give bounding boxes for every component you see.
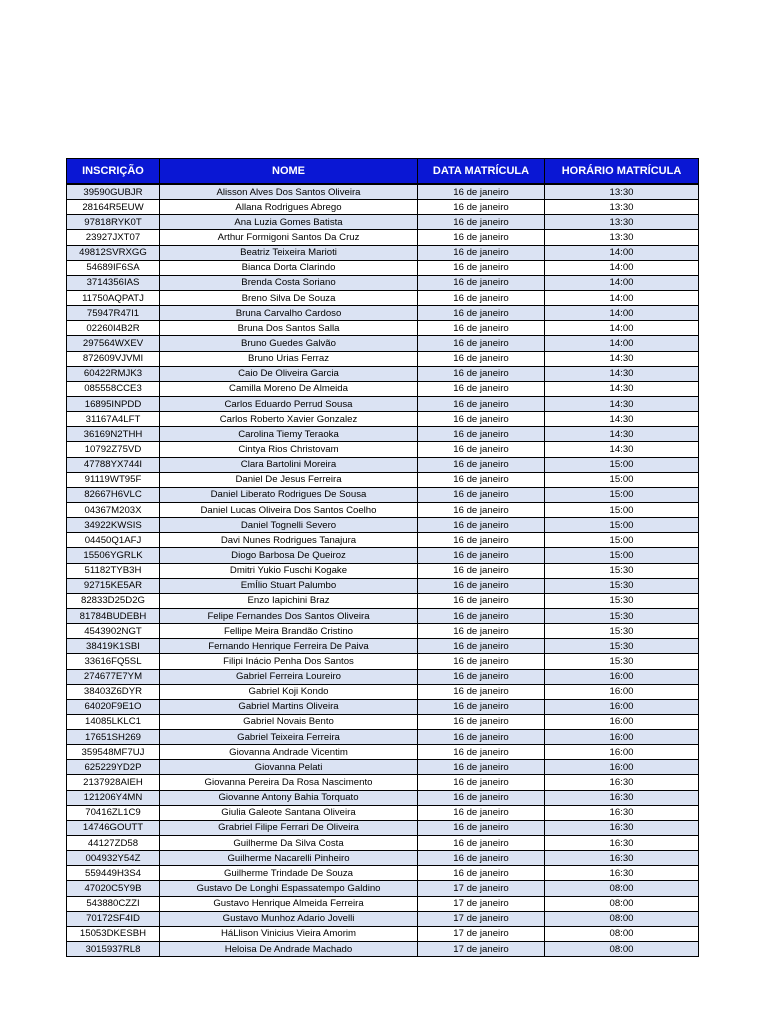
table-row	[67, 260, 699, 275]
cell-data-matricula: 16 de janeiro	[418, 866, 545, 881]
cell-data-matricula: 16 de janeiro	[418, 260, 545, 275]
table-row	[67, 714, 699, 729]
cell-data-matricula: 17 de janeiro	[418, 896, 545, 911]
cell-horario-matricula: 14:00	[545, 336, 699, 351]
cell-data-matricula: 16 de janeiro	[418, 624, 545, 639]
cell-data-matricula: 16 de janeiro	[418, 684, 545, 699]
cell-data-matricula: 16 de janeiro	[418, 851, 545, 866]
table-row	[67, 245, 699, 260]
cell-inscricao: 14746GOUTT	[67, 820, 160, 835]
cell-inscricao: 38403Z6DYR	[67, 684, 160, 699]
cell-nome: Bruna Carvalho Cardoso	[160, 306, 418, 321]
cell-data-matricula: 16 de janeiro	[418, 714, 545, 729]
cell-inscricao: 54689IF6SA	[67, 260, 160, 275]
cell-data-matricula: 16 de janeiro	[418, 351, 545, 366]
cell-inscricao: 4543902NGT	[67, 624, 160, 639]
table-row	[67, 563, 699, 578]
cell-inscricao: 085558CCE3	[67, 381, 160, 396]
cell-data-matricula: 16 de janeiro	[418, 836, 545, 851]
cell-inscricao: 49812SVRXGG	[67, 245, 160, 260]
cell-horario-matricula: 15:30	[545, 578, 699, 593]
table-row	[67, 699, 699, 714]
cell-nome: Gabriel Koji Kondo	[160, 684, 418, 699]
cell-nome: Allana Rodrigues Abrego	[160, 200, 418, 215]
cell-inscricao: 11750AQPATJ	[67, 290, 160, 305]
cell-nome: Caio De Oliveira Garcia	[160, 366, 418, 381]
table-body	[67, 184, 699, 957]
cell-nome: Bruno Urias Ferraz	[160, 351, 418, 366]
cell-data-matricula: 16 de janeiro	[418, 775, 545, 790]
cell-inscricao: 04450Q1AFJ	[67, 533, 160, 548]
cell-horario-matricula: 13:30	[545, 215, 699, 230]
cell-horario-matricula: 15:30	[545, 593, 699, 608]
cell-data-matricula: 16 de janeiro	[418, 593, 545, 608]
cell-horario-matricula: 16:00	[545, 760, 699, 775]
cell-inscricao: 64020F9E1O	[67, 699, 160, 714]
table-row	[67, 745, 699, 760]
cell-horario-matricula: 14:30	[545, 427, 699, 442]
cell-data-matricula: 16 de janeiro	[418, 669, 545, 684]
table-row	[67, 911, 699, 926]
table-row	[67, 412, 699, 427]
cell-horario-matricula: 15:00	[545, 487, 699, 502]
cell-horario-matricula: 15:00	[545, 502, 699, 517]
table-row	[67, 820, 699, 835]
table-row	[67, 306, 699, 321]
cell-nome: Alisson Alves Dos Santos Oliveira	[160, 184, 418, 200]
table-row	[67, 487, 699, 502]
cell-horario-matricula: 15:30	[545, 654, 699, 669]
cell-inscricao: 70416ZL1C9	[67, 805, 160, 820]
cell-horario-matricula: 13:30	[545, 200, 699, 215]
cell-inscricao: 91119WT95F	[67, 472, 160, 487]
cell-horario-matricula: 13:30	[545, 230, 699, 245]
cell-data-matricula: 16 de janeiro	[418, 487, 545, 502]
cell-nome: Daniel Lucas Oliveira Dos Santos Coelho	[160, 502, 418, 517]
cell-horario-matricula: 15:00	[545, 518, 699, 533]
cell-nome: Filipi Inácio Penha Dos Santos	[160, 654, 418, 669]
cell-horario-matricula: 14:30	[545, 412, 699, 427]
cell-horario-matricula: 16:00	[545, 745, 699, 760]
cell-horario-matricula: 15:00	[545, 472, 699, 487]
table-row	[67, 215, 699, 230]
cell-data-matricula: 16 de janeiro	[418, 790, 545, 805]
cell-horario-matricula: 14:30	[545, 442, 699, 457]
cell-nome: Clara Bartolini Moreira	[160, 457, 418, 472]
cell-nome: Guilherme Nacarelli Pinheiro	[160, 851, 418, 866]
cell-data-matricula: 17 de janeiro	[418, 942, 545, 957]
table-row	[67, 639, 699, 654]
cell-horario-matricula: 14:30	[545, 366, 699, 381]
cell-nome: Daniel Tognelli Severo	[160, 518, 418, 533]
cell-data-matricula: 16 de janeiro	[418, 608, 545, 623]
cell-horario-matricula: 16:00	[545, 684, 699, 699]
cell-nome: Dmitri Yukio Fuschi Kogake	[160, 563, 418, 578]
cell-data-matricula: 16 de janeiro	[418, 290, 545, 305]
cell-inscricao: 121206Y4MN	[67, 790, 160, 805]
cell-horario-matricula: 16:30	[545, 851, 699, 866]
table-row	[67, 624, 699, 639]
cell-horario-matricula: 16:30	[545, 805, 699, 820]
table-row	[67, 760, 699, 775]
table-row	[67, 926, 699, 941]
cell-nome: Breno Silva De Souza	[160, 290, 418, 305]
cell-data-matricula: 16 de janeiro	[418, 442, 545, 457]
cell-inscricao: 3714356IAS	[67, 275, 160, 290]
cell-horario-matricula: 15:30	[545, 639, 699, 654]
header-nome: NOME	[160, 159, 418, 185]
cell-nome: Camilla Moreno De Almeida	[160, 381, 418, 396]
table-header	[67, 159, 699, 185]
cell-data-matricula: 16 de janeiro	[418, 215, 545, 230]
cell-nome: Gustavo De Longhi Espassatempo Galdino	[160, 881, 418, 896]
table-row	[67, 881, 699, 896]
cell-horario-matricula: 14:00	[545, 275, 699, 290]
cell-inscricao: 543880CZZI	[67, 896, 160, 911]
cell-nome: Giovanna Andrade Vicentim	[160, 745, 418, 760]
cell-horario-matricula: 16:30	[545, 836, 699, 851]
cell-horario-matricula: 14:30	[545, 351, 699, 366]
table-row	[67, 442, 699, 457]
cell-inscricao: 28164R5EUW	[67, 200, 160, 215]
cell-inscricao: 625229YD2P	[67, 760, 160, 775]
cell-horario-matricula: 14:00	[545, 306, 699, 321]
cell-nome: Carlos Roberto Xavier Gonzalez	[160, 412, 418, 427]
cell-nome: Gabriel Teixeira Ferreira	[160, 730, 418, 745]
table-row	[67, 290, 699, 305]
cell-inscricao: 15053DKESBH	[67, 926, 160, 941]
cell-horario-matricula: 14:00	[545, 260, 699, 275]
cell-horario-matricula: 14:30	[545, 381, 699, 396]
cell-horario-matricula: 16:00	[545, 669, 699, 684]
cell-inscricao: 02260I4B2R	[67, 321, 160, 336]
cell-nome: Carolina Tiemy Teraoka	[160, 427, 418, 442]
cell-data-matricula: 16 de janeiro	[418, 548, 545, 563]
cell-inscricao: 15506YGRLK	[67, 548, 160, 563]
cell-inscricao: 16895INPDD	[67, 396, 160, 411]
cell-data-matricula: 16 de janeiro	[418, 578, 545, 593]
cell-data-matricula: 16 de janeiro	[418, 200, 545, 215]
cell-nome: Brenda Costa Soriano	[160, 275, 418, 290]
cell-data-matricula: 16 de janeiro	[418, 730, 545, 745]
cell-inscricao: 81784BUDEBH	[67, 608, 160, 623]
cell-inscricao: 47788YX744I	[67, 457, 160, 472]
cell-inscricao: 34922KWSIS	[67, 518, 160, 533]
cell-data-matricula: 16 de janeiro	[418, 639, 545, 654]
cell-nome: Giovanna Pereira Da Rosa Nascimento	[160, 775, 418, 790]
cell-data-matricula: 16 de janeiro	[418, 336, 545, 351]
cell-data-matricula: 16 de janeiro	[418, 472, 545, 487]
cell-nome: Bianca Dorta Clarindo	[160, 260, 418, 275]
table-row	[67, 427, 699, 442]
cell-inscricao: 14085LKLC1	[67, 714, 160, 729]
cell-horario-matricula: 08:00	[545, 896, 699, 911]
cell-horario-matricula: 16:30	[545, 866, 699, 881]
cell-nome: Fernando Henrique Ferreira De Paiva	[160, 639, 418, 654]
cell-nome: Daniel De Jesus Ferreira	[160, 472, 418, 487]
cell-data-matricula: 16 de janeiro	[418, 805, 545, 820]
cell-horario-matricula: 16:00	[545, 730, 699, 745]
cell-data-matricula: 16 de janeiro	[418, 502, 545, 517]
table-row	[67, 457, 699, 472]
cell-inscricao: 31167A4LFT	[67, 412, 160, 427]
cell-horario-matricula: 15:30	[545, 563, 699, 578]
cell-inscricao: 51182TYB3H	[67, 563, 160, 578]
cell-inscricao: 75947R47I1	[67, 306, 160, 321]
table-row	[67, 321, 699, 336]
cell-data-matricula: 16 de janeiro	[418, 412, 545, 427]
table-row	[67, 896, 699, 911]
table-row	[67, 351, 699, 366]
table-row	[67, 396, 699, 411]
table-row	[67, 790, 699, 805]
cell-data-matricula: 16 de janeiro	[418, 654, 545, 669]
cell-data-matricula: 16 de janeiro	[418, 760, 545, 775]
cell-nome: Carlos Eduardo Perrud Sousa	[160, 396, 418, 411]
cell-horario-matricula: 14:00	[545, 321, 699, 336]
cell-data-matricula: 16 de janeiro	[418, 533, 545, 548]
header-row	[67, 159, 699, 185]
cell-horario-matricula: 08:00	[545, 942, 699, 957]
cell-inscricao: 82667H6VLC	[67, 487, 160, 502]
cell-data-matricula: 16 de janeiro	[418, 699, 545, 714]
cell-data-matricula: 16 de janeiro	[418, 184, 545, 200]
cell-data-matricula: 16 de janeiro	[418, 230, 545, 245]
header-horario-matricula: HORÁRIO MATRÍCULA	[545, 159, 699, 185]
cell-inscricao: 004932Y54Z	[67, 851, 160, 866]
cell-inscricao: 38419K1SBI	[67, 639, 160, 654]
table-row	[67, 730, 699, 745]
cell-nome: Heloisa De Andrade Machado	[160, 942, 418, 957]
cell-data-matricula: 16 de janeiro	[418, 321, 545, 336]
cell-nome: Felipe Fernandes Dos Santos Oliveira	[160, 608, 418, 623]
cell-nome: Bruno Guedes Galvão	[160, 336, 418, 351]
table-row	[67, 608, 699, 623]
cell-inscricao: 559449H3S4	[67, 866, 160, 881]
cell-inscricao: 47020C5Y9B	[67, 881, 160, 896]
cell-inscricao: 70172SF4ID	[67, 911, 160, 926]
cell-horario-matricula: 16:00	[545, 699, 699, 714]
cell-nome: Ana Luzia Gomes Batista	[160, 215, 418, 230]
cell-inscricao: 3015937RL8	[67, 942, 160, 957]
cell-inscricao: 92715KE5AR	[67, 578, 160, 593]
cell-data-matricula: 16 de janeiro	[418, 245, 545, 260]
cell-horario-matricula: 14:30	[545, 396, 699, 411]
cell-data-matricula: 16 de janeiro	[418, 366, 545, 381]
cell-nome: Giulia Galeote Santana Oliveira	[160, 805, 418, 820]
cell-nome: Giovanne Antony Bahia Torquato	[160, 790, 418, 805]
cell-inscricao: 36169N2THH	[67, 427, 160, 442]
cell-horario-matricula: 16:30	[545, 790, 699, 805]
table-row	[67, 851, 699, 866]
table-row	[67, 578, 699, 593]
table-row	[67, 366, 699, 381]
cell-nome: Cintya Rios Christovam	[160, 442, 418, 457]
cell-data-matricula: 17 de janeiro	[418, 926, 545, 941]
cell-nome: Enzo Iapichini Braz	[160, 593, 418, 608]
cell-data-matricula: 16 de janeiro	[418, 457, 545, 472]
table-row	[67, 200, 699, 215]
cell-horario-matricula: 16:30	[545, 820, 699, 835]
table-row	[67, 836, 699, 851]
cell-data-matricula: 16 de janeiro	[418, 396, 545, 411]
cell-nome: Davi Nunes Rodrigues Tanajura	[160, 533, 418, 548]
cell-nome: Gustavo Henrique Almeida Ferreira	[160, 896, 418, 911]
header-inscricao: INSCRIÇÃO	[67, 159, 160, 185]
cell-nome: HáLlison Vinicius Vieira Amorim	[160, 926, 418, 941]
cell-horario-matricula: 14:00	[545, 290, 699, 305]
table-row	[67, 942, 699, 957]
cell-horario-matricula: 08:00	[545, 881, 699, 896]
table-row	[67, 184, 699, 200]
cell-nome: Arthur Formigoni Santos Da Cruz	[160, 230, 418, 245]
cell-nome: Guilherme Da Silva Costa	[160, 836, 418, 851]
cell-data-matricula: 17 de janeiro	[418, 881, 545, 896]
cell-inscricao: 2137928AIEH	[67, 775, 160, 790]
cell-inscricao: 60422RMJK3	[67, 366, 160, 381]
table-row	[67, 518, 699, 533]
table-row	[67, 669, 699, 684]
table-row	[67, 866, 699, 881]
cell-inscricao: 10792Z75VD	[67, 442, 160, 457]
cell-horario-matricula: 15:30	[545, 624, 699, 639]
cell-data-matricula: 16 de janeiro	[418, 306, 545, 321]
cell-inscricao: 39590GUBJR	[67, 184, 160, 200]
cell-nome: Gustavo Munhoz Adario Jovelli	[160, 911, 418, 926]
cell-nome: EmÍlio Stuart Palumbo	[160, 578, 418, 593]
cell-inscricao: 17651SH269	[67, 730, 160, 745]
cell-nome: Gabriel Ferreira Loureiro	[160, 669, 418, 684]
cell-inscricao: 23927JXT07	[67, 230, 160, 245]
cell-inscricao: 33616FQ5SL	[67, 654, 160, 669]
cell-inscricao: 44127ZD58	[67, 836, 160, 851]
cell-data-matricula: 16 de janeiro	[418, 745, 545, 760]
table-row	[67, 654, 699, 669]
cell-nome: Bruna Dos Santos Salla	[160, 321, 418, 336]
table-row	[67, 533, 699, 548]
table-row	[67, 472, 699, 487]
cell-horario-matricula: 14:00	[545, 245, 699, 260]
cell-inscricao: 04367M203X	[67, 502, 160, 517]
cell-horario-matricula: 15:30	[545, 608, 699, 623]
table-row	[67, 336, 699, 351]
table-row	[67, 275, 699, 290]
table-row	[67, 684, 699, 699]
cell-horario-matricula: 13:30	[545, 184, 699, 200]
table-row	[67, 381, 699, 396]
cell-horario-matricula: 15:00	[545, 457, 699, 472]
cell-data-matricula: 16 de janeiro	[418, 381, 545, 396]
cell-nome: Guilherme Trindade De Souza	[160, 866, 418, 881]
cell-inscricao: 297564WXEV	[67, 336, 160, 351]
cell-nome: Fellipe Meira Brandão Cristino	[160, 624, 418, 639]
table-row	[67, 775, 699, 790]
cell-inscricao: 872609VJVMI	[67, 351, 160, 366]
enrollment-table	[66, 158, 699, 957]
cell-horario-matricula: 08:00	[545, 926, 699, 941]
cell-data-matricula: 16 de janeiro	[418, 563, 545, 578]
table-row	[67, 548, 699, 563]
cell-horario-matricula: 15:00	[545, 548, 699, 563]
cell-inscricao: 359548MF7UJ	[67, 745, 160, 760]
cell-data-matricula: 16 de janeiro	[418, 820, 545, 835]
cell-horario-matricula: 08:00	[545, 911, 699, 926]
table-row	[67, 593, 699, 608]
cell-data-matricula: 16 de janeiro	[418, 427, 545, 442]
cell-inscricao: 274677E7YM	[67, 669, 160, 684]
cell-data-matricula: 16 de janeiro	[418, 275, 545, 290]
cell-nome: Gabriel Novais Bento	[160, 714, 418, 729]
cell-inscricao: 97818RYK0T	[67, 215, 160, 230]
cell-horario-matricula: 16:30	[545, 775, 699, 790]
cell-horario-matricula: 16:00	[545, 714, 699, 729]
cell-nome: Diogo Barbosa De Queiroz	[160, 548, 418, 563]
cell-horario-matricula: 15:00	[545, 533, 699, 548]
cell-data-matricula: 16 de janeiro	[418, 518, 545, 533]
cell-nome: Beatriz Teixeira Marioti	[160, 245, 418, 260]
table-row	[67, 230, 699, 245]
header-data-matricula: DATA MATRÍCULA	[418, 159, 545, 185]
cell-inscricao: 82833D25D2G	[67, 593, 160, 608]
cell-nome: Daniel Liberato Rodrigues De Sousa	[160, 487, 418, 502]
table-row	[67, 805, 699, 820]
table-row	[67, 502, 699, 517]
cell-nome: Gabriel Martins Oliveira	[160, 699, 418, 714]
cell-nome: Giovanna Pelati	[160, 760, 418, 775]
cell-nome: Grabriel Filipe Ferrari De Oliveira	[160, 820, 418, 835]
cell-data-matricula: 17 de janeiro	[418, 911, 545, 926]
